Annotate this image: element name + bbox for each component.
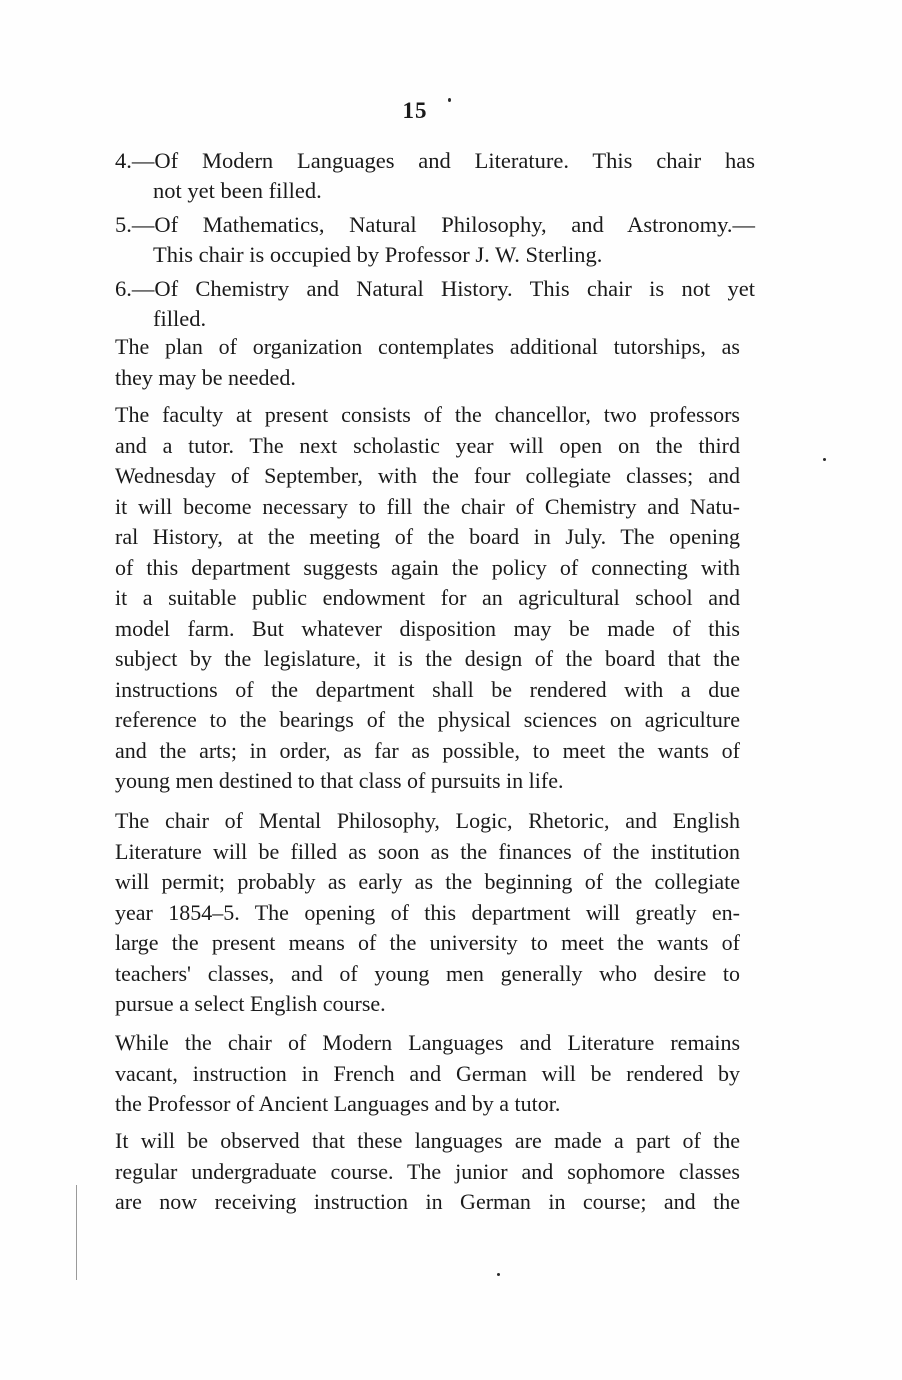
text-line: Wednesday of September, with the four collegiate classes; and xyxy=(115,463,740,488)
text-line: ral History, at the meeting of the board in July. The opening xyxy=(115,524,740,549)
paragraph xyxy=(115,332,740,393)
paragraph xyxy=(115,806,740,1020)
text-line: it a suitable public endowment for an agricultural school and xyxy=(115,585,740,610)
list-item xyxy=(115,274,755,334)
text-line: are now receiving instruction in German in course; and the xyxy=(115,1189,740,1214)
list-item-first-line: 6.—Of Chemistry and Natural History. This chair is not yet xyxy=(115,276,755,301)
list-item xyxy=(115,146,755,206)
ink-speck xyxy=(497,1273,500,1276)
paragraph xyxy=(115,400,740,797)
text-line: Literature will be filled as soon as the finances of the institution xyxy=(115,838,740,864)
text-line: The plan of organization contemplates additional tutorships, as xyxy=(115,334,740,359)
text-line: will permit; probably as early as the beginning of the collegiate xyxy=(115,869,740,894)
text-line: teachers' classes, and of young men generally who desire to xyxy=(115,960,740,986)
list-item-continuation: not yet been filled. xyxy=(153,178,322,203)
text-line: and a tutor. The next scholastic year will open on the third xyxy=(115,432,740,458)
text-line: The chair of Mental Philosophy, Logic, Rhetoric, and English xyxy=(115,808,740,833)
text-line: reference to the bearings of the physical sciences on agriculture xyxy=(115,707,740,732)
text-line: and the arts; in order, as far as possible, to meet the wants of xyxy=(115,737,740,763)
ink-speck xyxy=(823,458,826,461)
text-line: pursue a select English course. xyxy=(115,991,386,1016)
text-line: the Professor of Ancient Languages and by a tutor. xyxy=(115,1091,561,1116)
text-line: they may be needed. xyxy=(115,364,296,390)
text-line: regular undergraduate course. The junior and sophomore classes xyxy=(115,1158,740,1184)
list-item-first-line: 5.—Of Mathematics, Natural Philosophy, and Astronomy.— xyxy=(115,212,755,237)
text-line: subject by the legislature, it is the design of the board that the xyxy=(115,646,740,671)
text-line: of this department suggests again the policy of connecting with xyxy=(115,554,740,580)
text-line: vacant, instruction in French and German will be rendered by xyxy=(115,1060,740,1086)
text-line: While the chair of Modern Languages and Literature remains xyxy=(115,1030,740,1055)
text-line: It will be observed that these languages are made a part of the xyxy=(115,1128,740,1153)
text-line: instructions of the department shall be rendered with a due xyxy=(115,676,740,702)
text-line: young men destined to that class of pursuits in life. xyxy=(115,768,564,793)
list-item-first-line: 4.—Of Modern Languages and Literature. This chair has xyxy=(115,148,755,173)
page-number: 15 xyxy=(402,98,428,123)
text-line: The faculty at present consists of the chancellor, two professors xyxy=(115,402,740,427)
ink-speck xyxy=(448,98,451,102)
text-line: it will become necessary to fill the chair of Chemistry and Natu- xyxy=(115,493,740,519)
text-line: year 1854–5. The opening of this department will greatly en- xyxy=(115,899,740,925)
list-item xyxy=(115,210,755,270)
paragraph xyxy=(115,1028,740,1120)
chair-list xyxy=(115,146,755,338)
list-item-continuation: filled. xyxy=(153,306,207,331)
paragraph xyxy=(115,1126,740,1218)
margin-scan-line xyxy=(76,1185,77,1280)
list-item-continuation: This chair is occupied by Professor J. W. Sterling. xyxy=(153,242,603,267)
text-line: model farm. But whatever disposition may be made of this xyxy=(115,615,740,641)
text-line: large the present means of the university to meet the wants of xyxy=(115,930,740,955)
